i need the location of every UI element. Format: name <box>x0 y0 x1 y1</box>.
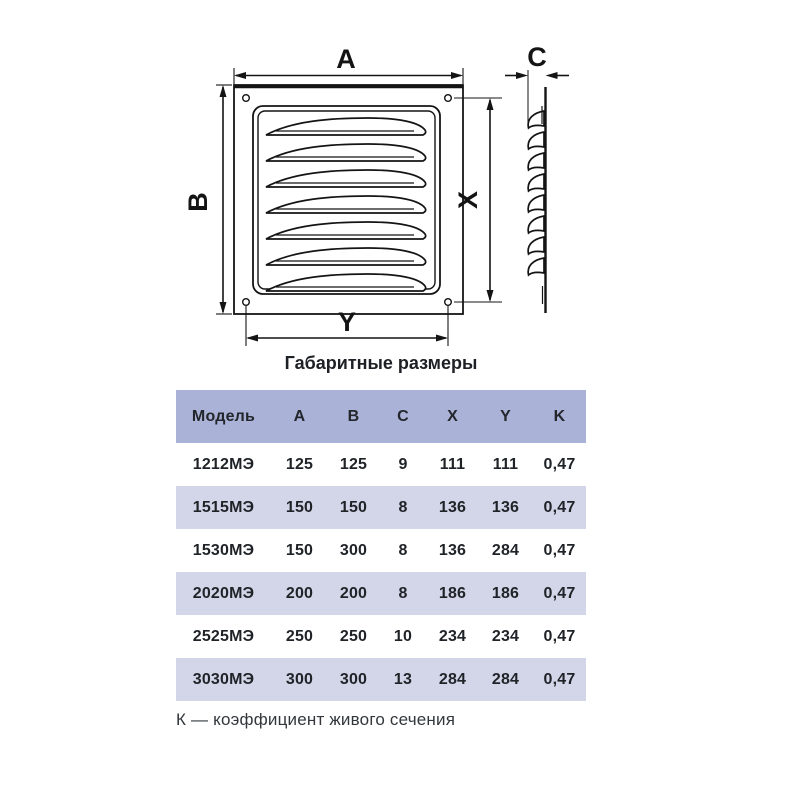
table-row <box>176 486 586 529</box>
screw-hole <box>243 95 250 102</box>
front-view <box>234 85 463 314</box>
side-view <box>528 87 545 313</box>
arrowhead <box>220 302 227 314</box>
table-cell: 9 <box>398 455 408 473</box>
table-cell: 300 <box>285 670 314 688</box>
table-cell: 111 <box>492 455 519 473</box>
model-cell: 2020МЭ <box>192 584 255 602</box>
table-cell: 0,47 <box>543 627 576 645</box>
table-cell: 111 <box>439 455 466 473</box>
dimension-drawing <box>0 0 800 362</box>
dim-label-x: X <box>453 190 483 210</box>
screw-hole <box>445 299 452 306</box>
table-cell: 234 <box>491 627 520 645</box>
table-row <box>176 572 586 615</box>
model-cell: 1515МЭ <box>192 498 255 516</box>
arrowhead <box>516 72 528 79</box>
table-row <box>176 658 586 701</box>
arrowhead <box>220 85 227 97</box>
table-cell: 8 <box>398 498 408 516</box>
screw-hole <box>243 299 250 306</box>
footnote: К — коэффициент живого сечения <box>176 710 456 729</box>
table-cell: 0,47 <box>543 541 576 559</box>
screw-hole <box>445 95 452 102</box>
model-cell: 1212МЭ <box>192 455 255 473</box>
table-cell: 10 <box>393 627 413 645</box>
arrowhead <box>436 335 448 342</box>
table-cell: 8 <box>398 541 408 559</box>
louver-profile-scallops <box>528 111 544 275</box>
model-cell: 2525МЭ <box>192 627 255 645</box>
table-cell: 200 <box>339 584 368 602</box>
table-cell: 125 <box>339 455 368 473</box>
table-cell: 284 <box>491 670 520 688</box>
table-cell: 250 <box>285 627 314 645</box>
table-cell: 234 <box>438 627 467 645</box>
table-cell: 0,47 <box>543 455 576 473</box>
table-cell: 136 <box>438 498 467 516</box>
table-cell: 8 <box>398 584 408 602</box>
dim-label-y: Y <box>337 307 357 337</box>
column-header-model: Модель <box>191 407 256 425</box>
drawing-caption: Габаритные размеры <box>284 353 478 373</box>
table-cell: 0,47 <box>543 498 576 516</box>
table-cell: 300 <box>339 670 368 688</box>
table-cell: 0,47 <box>543 670 576 688</box>
arrowhead <box>487 98 494 110</box>
table-header-row <box>176 390 586 443</box>
column-header-b: B <box>347 407 360 425</box>
table-cell: 186 <box>438 584 467 602</box>
dimensions-table <box>176 390 586 701</box>
model-cell: 1530МЭ <box>192 541 255 559</box>
column-header-a: A <box>293 407 306 425</box>
table-cell: 150 <box>285 541 314 559</box>
arrowhead <box>246 335 258 342</box>
dimension-a <box>234 44 463 84</box>
table-row <box>176 443 586 486</box>
model-cell: 3030МЭ <box>192 670 255 688</box>
table-row <box>176 529 586 572</box>
table-cell: 0,47 <box>543 584 576 602</box>
column-header-k: K <box>553 407 566 425</box>
table-row <box>176 615 586 658</box>
arrowhead <box>234 72 246 79</box>
arrowhead <box>487 290 494 302</box>
arrowhead <box>546 72 558 79</box>
table-cell: 186 <box>491 584 520 602</box>
table-cell: 200 <box>285 584 314 602</box>
table-cell: 284 <box>438 670 467 688</box>
dimension-b <box>183 85 232 314</box>
table-cell: 284 <box>491 541 520 559</box>
table-cell: 136 <box>438 541 467 559</box>
table-cell: 150 <box>285 498 314 516</box>
table-cell: 300 <box>339 541 368 559</box>
table-cell: 125 <box>285 455 314 473</box>
column-header-c: C <box>397 407 409 425</box>
table-cell: 13 <box>393 670 413 688</box>
table-cell: 150 <box>339 498 368 516</box>
dim-label-c: C <box>527 42 547 72</box>
column-header-x: X <box>447 407 458 425</box>
dim-label-b: B <box>183 192 213 212</box>
table-cell: 136 <box>491 498 520 516</box>
arrowhead <box>451 72 463 79</box>
dim-label-a: A <box>336 44 356 74</box>
column-header-y: Y <box>500 407 511 425</box>
table-cell: 250 <box>339 627 368 645</box>
